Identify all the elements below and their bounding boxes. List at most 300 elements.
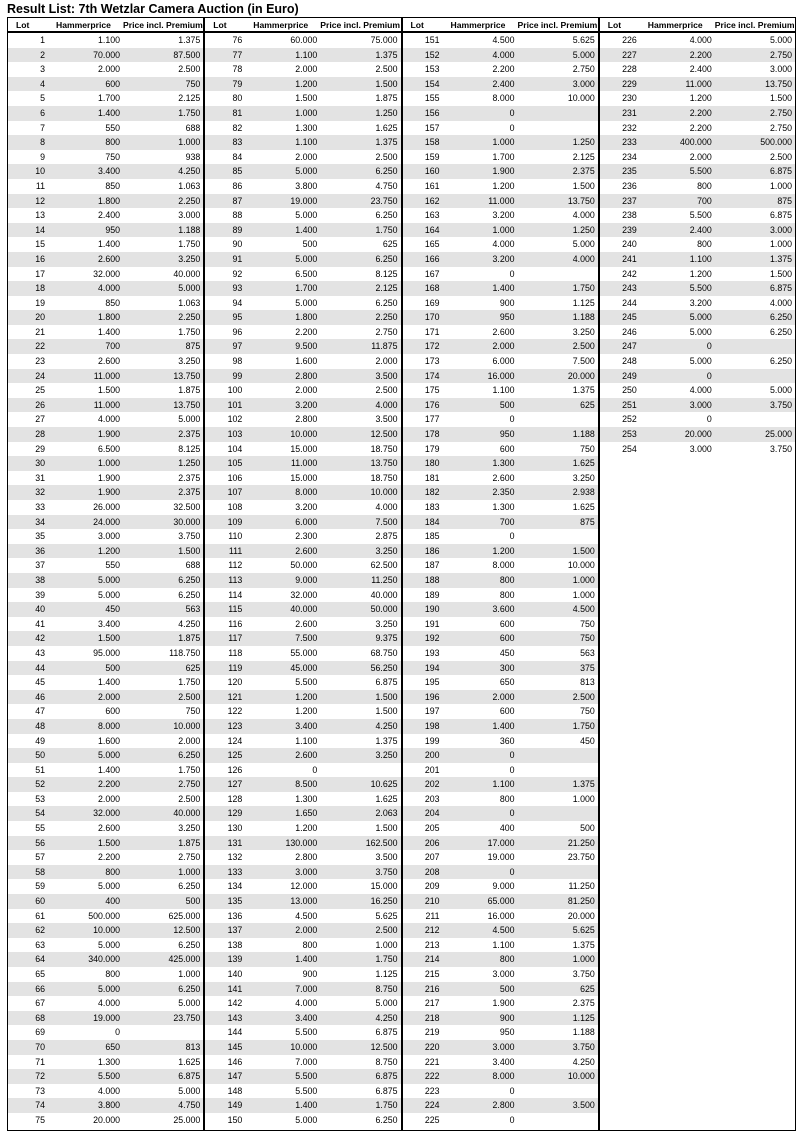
table-row (600, 150, 795, 165)
hammerprice-cell: 6.500 (97, 443, 120, 454)
premium-cell: 6.250 (375, 297, 398, 308)
premium-cell (518, 529, 598, 544)
table-row (403, 529, 598, 544)
premium-cell: 6.875 (375, 677, 398, 688)
hammerprice-cell: 3.000 (689, 443, 712, 454)
table-row (600, 121, 795, 136)
table-row (403, 427, 598, 442)
lot-cell: 252 (622, 414, 637, 425)
hammerprice-cell: 1.400 (295, 954, 318, 965)
premium-cell: 118.750 (169, 647, 201, 658)
premium-cell: 16.250 (370, 896, 398, 907)
premium-cell: 1.375 (375, 735, 398, 746)
table-row (205, 558, 400, 573)
hammerprice-cell: 1.200 (295, 691, 318, 702)
lot-cell: 200 (424, 750, 440, 761)
table-row (403, 850, 598, 865)
premium-cell: 2.500 (178, 691, 201, 702)
lot-cell: 244 (622, 297, 637, 308)
table-row (403, 1084, 598, 1099)
lot-cell: 143 (227, 1012, 243, 1023)
premium-cell: 3.750 (769, 443, 792, 454)
premium-cell: 2.063 (375, 808, 398, 819)
premium-cell: 1.250 (375, 107, 398, 118)
lot-cell: 224 (424, 1100, 440, 1111)
premium-cell: 32.500 (173, 502, 201, 512)
lot-cell: 179 (424, 443, 440, 454)
table-row (205, 719, 400, 734)
premium-cell: 425.000 (168, 954, 201, 965)
hammerprice-cell: 2.000 (295, 64, 318, 75)
premium-cell: 30.000 (173, 516, 201, 527)
hammerprice-cell: 850 (105, 180, 120, 191)
hammerprice-cell: 0 (312, 764, 318, 775)
hammerprice-cell: 700 (697, 195, 712, 206)
table-row (600, 296, 795, 311)
lot-cell: 155 (424, 93, 440, 104)
lot-cell: 142 (227, 998, 243, 1009)
hammerprice-cell: 3.200 (295, 399, 318, 410)
table-row (205, 879, 400, 894)
lot-cell: 40 (35, 604, 45, 615)
table-row (403, 806, 598, 821)
table-row (205, 354, 400, 369)
premium-cell: 5.000 (178, 283, 201, 294)
lot-cell: 204 (424, 808, 440, 819)
hammerprice-cell: 4.500 (492, 925, 515, 936)
table-row (8, 1069, 203, 1084)
premium-cell: 813 (580, 677, 595, 688)
lot-cell: 21 (35, 326, 45, 337)
table-row (8, 806, 203, 821)
lot-cell: 113 (228, 574, 243, 585)
premium-cell: 4.250 (572, 1056, 595, 1067)
column-header-lot: Lot (410, 20, 424, 30)
table-row (8, 383, 203, 398)
hammerprice-cell: 9.500 (295, 341, 318, 352)
hammerprice-cell: 1.200 (295, 706, 318, 717)
table-row (205, 62, 400, 77)
table-row (205, 398, 400, 413)
lot-cell: 180 (424, 458, 440, 469)
hammerprice-cell: 1.600 (295, 356, 318, 367)
premium-cell: 1.000 (572, 954, 595, 965)
hammerprice-cell: 5.500 (689, 166, 712, 177)
hammerprice-cell: 1.300 (97, 1056, 120, 1067)
table-row (8, 617, 203, 632)
lot-cell: 77 (232, 49, 243, 60)
premium-cell: 3.000 (769, 64, 792, 75)
lot-cell: 88 (232, 210, 243, 221)
lot-cell: 32 (35, 487, 45, 498)
premium-cell: 938 (185, 151, 201, 162)
premium-cell: 1.000 (572, 589, 595, 600)
lot-cell: 17 (35, 268, 45, 279)
table-row (8, 748, 203, 763)
lot-cell: 4 (40, 78, 45, 89)
lot-cell: 35 (35, 531, 45, 542)
lot-cell: 92 (232, 268, 243, 279)
table-row (8, 179, 203, 194)
hammerprice-cell: 400 (105, 896, 120, 907)
table-row (205, 529, 400, 544)
lot-cell: 103 (227, 429, 243, 440)
table-row (205, 821, 400, 836)
hammerprice-cell: 600 (499, 633, 515, 644)
premium-cell: 500.000 (760, 137, 792, 148)
premium-cell: 8.750 (375, 983, 398, 994)
premium-cell: 1.750 (375, 954, 398, 965)
lot-cell: 149 (227, 1100, 243, 1111)
hammerprice-cell: 950 (499, 1027, 515, 1038)
table-row (403, 602, 598, 617)
lot-cell: 220 (424, 1041, 440, 1052)
table-row (403, 515, 598, 530)
hammerprice-cell: 1.400 (97, 326, 120, 337)
hammerprice-cell: 0 (509, 1114, 515, 1125)
premium-cell: 25.000 (173, 1114, 201, 1125)
lot-cell: 242 (622, 268, 637, 279)
table-row (403, 573, 598, 588)
table-row (403, 763, 598, 778)
hammerprice-cell: 12.000 (290, 881, 318, 892)
lot-cell: 46 (35, 691, 45, 702)
table-row (205, 121, 400, 136)
table-row (403, 33, 598, 48)
premium-cell: 13.750 (173, 370, 201, 381)
hammerprice-cell: 550 (105, 122, 120, 133)
premium-cell: 4.750 (375, 180, 398, 191)
table-row (8, 164, 203, 179)
hammerprice-cell: 700 (499, 516, 515, 527)
premium-cell: 10.625 (370, 779, 398, 790)
premium-cell: 62.500 (370, 560, 398, 571)
lot-cell: 161 (424, 180, 440, 191)
premium-cell: 1.000 (375, 939, 398, 950)
lot-cell: 226 (622, 35, 637, 45)
premium-cell: 2.500 (375, 385, 398, 396)
premium-cell: 3.250 (375, 618, 398, 629)
lot-cell: 212 (424, 925, 440, 936)
table-row (403, 208, 598, 223)
premium-cell: 1.375 (178, 35, 201, 45)
table-row (403, 1098, 598, 1113)
lot-cell: 3 (40, 64, 45, 75)
table-row (205, 442, 400, 457)
table-row (205, 179, 400, 194)
table-row (205, 748, 400, 763)
premium-cell: 5.000 (769, 35, 792, 45)
lot-cell: 84 (232, 151, 243, 162)
hammerprice-cell: 5.500 (97, 1071, 120, 1082)
lot-cell: 41 (35, 618, 45, 629)
premium-cell: 1.000 (178, 969, 201, 979)
hammerprice-cell: 800 (499, 589, 515, 600)
table-row (403, 77, 598, 92)
premium-cell (320, 763, 400, 778)
hammerprice-cell: 800 (105, 969, 120, 979)
lot-cell: 229 (622, 78, 637, 89)
premium-cell: 162.500 (365, 837, 398, 848)
premium-cell: 3.250 (572, 472, 595, 483)
premium-cell: 2.500 (375, 151, 398, 162)
table-row (8, 398, 203, 413)
hammerprice-cell: 3.200 (689, 297, 712, 308)
table-row (8, 982, 203, 997)
premium-cell: 50.000 (370, 604, 398, 615)
table-row (8, 515, 203, 530)
premium-cell: 2.375 (178, 429, 201, 440)
premium-cell: 1.750 (572, 720, 595, 731)
lot-cell: 132 (227, 852, 243, 863)
hammerprice-cell: 0 (509, 750, 515, 761)
table-row (403, 1011, 598, 1026)
lot-cell: 208 (424, 866, 440, 877)
hammerprice-cell: 20.000 (93, 1114, 120, 1125)
hammerprice-cell: 3.400 (97, 166, 120, 177)
hammerprice-cell: 2.200 (492, 64, 515, 75)
table-row (205, 996, 400, 1011)
table-row (205, 1011, 400, 1026)
premium-cell: 4.500 (572, 604, 595, 615)
table-row (600, 267, 795, 282)
lot-cell: 110 (228, 531, 243, 542)
premium-cell: 3.500 (375, 852, 398, 863)
premium-cell: 688 (185, 122, 201, 133)
lot-cell: 68 (35, 1012, 45, 1023)
hammerprice-cell: 95.000 (93, 647, 120, 658)
hammerprice-cell: 2.600 (295, 618, 318, 629)
table-row (205, 164, 400, 179)
premium-cell: 2.750 (572, 64, 595, 75)
premium-cell: 1.375 (375, 137, 398, 148)
table-row (8, 646, 203, 661)
table-row (600, 91, 795, 106)
hammerprice-cell: 1.100 (492, 385, 515, 396)
hammerprice-cell: 2.600 (295, 750, 318, 761)
table-row (403, 471, 598, 486)
table-row (403, 661, 598, 676)
premium-cell: 5.625 (375, 910, 398, 921)
lot-cell: 152 (424, 49, 440, 60)
hammerprice-cell: 2.000 (689, 151, 712, 162)
premium-cell: 2.500 (178, 64, 201, 75)
table-row (8, 252, 203, 267)
column-header-lot: Lot (213, 20, 227, 30)
premium-cell: 6.875 (375, 1085, 398, 1096)
table-row (403, 1055, 598, 1070)
hammerprice-cell: 2.000 (295, 151, 318, 162)
lot-cell: 133 (227, 866, 243, 877)
premium-cell (518, 763, 598, 778)
table-header (403, 18, 598, 33)
lot-cell: 172 (424, 341, 440, 352)
lot-cell: 207 (424, 852, 440, 863)
lot-cell: 30 (35, 458, 45, 469)
lot-cell: 181 (424, 472, 440, 483)
lot-cell: 95 (232, 312, 243, 323)
premium-cell: 625.000 (168, 910, 201, 921)
lot-cell: 126 (227, 764, 243, 775)
hammerprice-cell: 2.400 (689, 64, 712, 75)
hammerprice-cell: 800 (499, 954, 515, 965)
hammerprice-cell: 1.000 (295, 107, 318, 118)
hammerprice-cell: 10.000 (290, 1041, 318, 1052)
lot-cell: 214 (424, 954, 440, 965)
table-row (205, 573, 400, 588)
lot-cell: 163 (424, 210, 440, 221)
hammerprice-cell: 0 (115, 1027, 120, 1038)
premium-cell: 3.750 (769, 399, 792, 410)
hammerprice-cell: 5.000 (295, 166, 318, 177)
premium-cell: 500 (185, 896, 201, 907)
table-row (205, 690, 400, 705)
table-row (403, 588, 598, 603)
lot-cell: 112 (228, 560, 243, 571)
premium-cell: 5.000 (769, 385, 792, 396)
hammerprice-cell: 2.400 (492, 78, 515, 89)
hammerprice-cell: 11.000 (93, 399, 120, 410)
premium-cell: 8.125 (178, 443, 201, 454)
hammerprice-cell: 800 (499, 574, 515, 585)
premium-cell: 1.875 (178, 837, 201, 848)
table-row (403, 909, 598, 924)
hammerprice-cell: 4.000 (492, 239, 515, 250)
hammerprice-cell: 130.000 (285, 837, 318, 848)
hammerprice-cell: 2.800 (295, 852, 318, 863)
hammerprice-cell: 500 (499, 983, 515, 994)
hammerprice-cell: 4.500 (492, 35, 515, 45)
premium-cell: 3.000 (769, 224, 792, 235)
column-header-premium: Price incl. Premium (517, 20, 598, 30)
premium-cell: 813 (185, 1041, 201, 1052)
table-row (205, 763, 400, 778)
lot-cell: 166 (424, 253, 440, 264)
lot-cell: 160 (424, 166, 440, 177)
lot-cell: 22 (35, 341, 45, 352)
hammerprice-cell: 1.100 (492, 779, 515, 790)
lot-cell: 140 (227, 969, 243, 979)
lot-cell: 186 (424, 545, 440, 556)
hammerprice-cell: 1.200 (295, 78, 318, 89)
hammerprice-cell: 1.200 (689, 93, 712, 104)
premium-cell: 11.250 (371, 574, 398, 585)
lot-cell: 146 (227, 1056, 243, 1067)
hammerprice-cell: 1.700 (295, 283, 318, 294)
premium-cell: 750 (185, 706, 201, 717)
table-row (403, 558, 598, 573)
premium-cell (518, 1113, 598, 1128)
lot-cell: 134 (227, 881, 243, 892)
lot-cell: 167 (424, 268, 440, 279)
table-row (205, 982, 400, 997)
table-row (8, 223, 203, 238)
premium-cell: 3.500 (375, 370, 398, 381)
lot-cell: 185 (424, 531, 440, 542)
table-row (205, 602, 400, 617)
lot-cell: 234 (622, 151, 637, 162)
table-row (403, 194, 598, 209)
lot-cell: 206 (424, 837, 440, 848)
hammerprice-cell: 2.000 (97, 793, 120, 804)
lot-cell: 65 (35, 969, 45, 979)
hammerprice-cell: 0 (509, 866, 515, 877)
hammerprice-cell: 2.000 (492, 341, 515, 352)
lot-cell: 83 (232, 137, 243, 148)
lot-cell: 170 (424, 312, 440, 323)
premium-cell: 20.000 (567, 370, 595, 381)
hammerprice-cell: 5.000 (97, 589, 120, 600)
lot-cell: 138 (227, 939, 243, 950)
premium-cell: 5.000 (178, 414, 201, 425)
lot-cell: 80 (232, 93, 243, 104)
lot-cell: 66 (35, 983, 45, 994)
lot-cell: 197 (424, 706, 440, 717)
table-row (205, 1025, 400, 1040)
table-row (8, 573, 203, 588)
premium-cell: 1.625 (572, 502, 595, 512)
hammerprice-cell: 6.500 (295, 268, 318, 279)
table-row (8, 777, 203, 792)
table-row (8, 281, 203, 296)
premium-cell: 81.250 (567, 896, 595, 907)
hammerprice-cell: 1.900 (97, 472, 120, 483)
premium-cell: 1.750 (375, 224, 398, 235)
table-row (8, 310, 203, 325)
premium-cell: 1.125 (572, 1012, 595, 1023)
lot-cell: 251 (622, 399, 637, 410)
lot-cell: 246 (622, 326, 637, 337)
table-row (8, 106, 203, 121)
lot-cell: 135 (227, 896, 243, 907)
hammerprice-cell: 1.100 (97, 35, 120, 45)
table-row (403, 339, 598, 354)
table-row (205, 675, 400, 690)
lot-cell: 205 (424, 823, 440, 834)
table-row (600, 135, 795, 150)
premium-cell: 1.375 (572, 779, 595, 790)
table-row (205, 806, 400, 821)
hammerprice-cell: 1.700 (97, 93, 120, 104)
lot-cell: 67 (35, 998, 45, 1009)
lot-cell: 27 (35, 414, 45, 425)
lot-cell: 79 (232, 78, 243, 89)
hammerprice-cell: 800 (105, 137, 120, 148)
premium-cell: 7.500 (375, 516, 398, 527)
premium-cell: 1.188 (178, 224, 201, 235)
table-row (8, 1084, 203, 1099)
premium-cell: 1.500 (572, 545, 595, 556)
lot-cell: 231 (622, 107, 637, 118)
premium-cell: 1.250 (572, 224, 595, 235)
table-row (403, 325, 598, 340)
table-row (403, 704, 598, 719)
premium-cell: 10.000 (567, 1071, 595, 1082)
hammerprice-cell: 500.000 (88, 910, 120, 921)
table-row (8, 1055, 203, 1070)
table-row (205, 237, 400, 252)
premium-cell: 6.250 (769, 326, 792, 337)
table-row (403, 383, 598, 398)
premium-cell (715, 412, 795, 427)
premium-cell: 2.875 (375, 531, 398, 542)
lot-cell: 221 (424, 1056, 440, 1067)
hammerprice-cell: 15.000 (290, 472, 318, 483)
hammerprice-cell: 50.000 (290, 560, 318, 571)
lot-cell: 6 (40, 107, 45, 118)
lot-cell: 120 (227, 677, 243, 688)
premium-cell: 5.000 (572, 239, 595, 250)
